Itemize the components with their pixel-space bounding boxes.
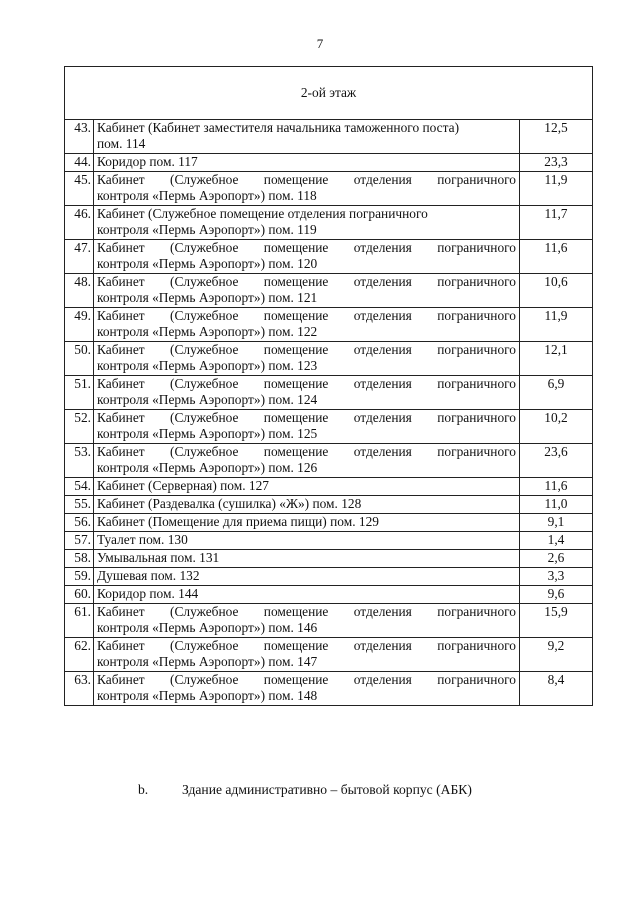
floor-heading: 2-ой этаж [65, 67, 593, 120]
room-description [94, 274, 520, 308]
table-row [65, 154, 593, 172]
description-line: контроля «Пермь Аэропорт») пом. 125 [97, 426, 318, 441]
table-row [65, 586, 593, 604]
room-description [94, 496, 520, 514]
rooms-table [64, 66, 593, 706]
room-area: 12,1 [520, 342, 593, 376]
table-row [65, 342, 593, 376]
room-description [94, 120, 520, 154]
description-line: пом. 114 [97, 136, 146, 151]
description-line: Туалет пом. 130 [97, 532, 188, 547]
room-area: 11,6 [520, 240, 593, 274]
description-line: Кабинет (Раздевалка (сушилка) «Ж») пом. 128 [97, 496, 362, 511]
row-number: 45. [65, 172, 94, 206]
table-row [65, 376, 593, 410]
description-line: Коридор пом. 144 [97, 586, 199, 601]
row-number: 53. [65, 444, 94, 478]
description-line: Кабинет (Служебное помещение отделения пограничного [97, 274, 516, 289]
table-row [65, 206, 593, 240]
description-line: Кабинет (Служебное помещение отделения пограничного [97, 444, 516, 459]
row-number: 57. [65, 532, 94, 550]
row-number: 52. [65, 410, 94, 444]
row-number: 54. [65, 478, 94, 496]
description-line: Кабинет (Служебное помещение отделения пограничного [97, 638, 516, 653]
row-number: 44. [65, 154, 94, 172]
room-area: 11,6 [520, 478, 593, 496]
description-line: контроля «Пермь Аэропорт») пом. 148 [97, 688, 318, 703]
row-number: 60. [65, 586, 94, 604]
table-row [65, 120, 593, 154]
row-number: 63. [65, 672, 94, 706]
row-number: 62. [65, 638, 94, 672]
room-description [94, 550, 520, 568]
room-area: 23,3 [520, 154, 593, 172]
room-description [94, 172, 520, 206]
room-area: 23,6 [520, 444, 593, 478]
floor-heading-row [65, 67, 593, 120]
description-line: Душевая пом. 132 [97, 568, 200, 583]
row-number: 55. [65, 496, 94, 514]
description-line: Кабинет (Помещение для приема пищи) пом. 129 [97, 514, 379, 529]
room-description [94, 444, 520, 478]
room-description [94, 586, 520, 604]
description-line: контроля «Пермь Аэропорт») пом. 126 [97, 460, 318, 475]
row-number: 47. [65, 240, 94, 274]
row-number: 48. [65, 274, 94, 308]
room-area: 11,9 [520, 172, 593, 206]
table-row [65, 568, 593, 586]
room-area: 3,3 [520, 568, 593, 586]
description-line: контроля «Пермь Аэропорт») пом. 119 [97, 222, 317, 237]
room-area: 8,4 [520, 672, 593, 706]
description-line: Кабинет (Кабинет заместителя начальника таможенного поста) [97, 120, 460, 135]
room-description [94, 342, 520, 376]
row-number: 49. [65, 308, 94, 342]
room-area: 11,0 [520, 496, 593, 514]
table-row [65, 444, 593, 478]
room-description [94, 604, 520, 638]
row-number: 58. [65, 550, 94, 568]
table-row [65, 240, 593, 274]
room-area: 1,4 [520, 532, 593, 550]
room-description [94, 410, 520, 444]
room-description [94, 478, 520, 496]
room-area: 11,9 [520, 308, 593, 342]
table-row [65, 638, 593, 672]
description-line: Кабинет (Служебное помещение отделения пограничного [97, 308, 516, 323]
table-row [65, 604, 593, 638]
table-row [65, 672, 593, 706]
page-number: 7 [316, 36, 324, 51]
room-area: 15,9 [520, 604, 593, 638]
description-line: Кабинет (Серверная) пом. 127 [97, 478, 269, 493]
description-line: Кабинет (Служебное помещение отделения пограничного [97, 240, 516, 255]
description-line: контроля «Пермь Аэропорт») пом. 118 [97, 188, 317, 203]
section-heading [138, 782, 472, 798]
room-description [94, 638, 520, 672]
table-row [65, 172, 593, 206]
room-description [94, 672, 520, 706]
room-description [94, 206, 520, 240]
description-line: Кабинет (Служебное помещение отделения пограничного [97, 604, 516, 619]
room-area: 11,7 [520, 206, 593, 240]
table-row [65, 410, 593, 444]
room-description [94, 154, 520, 172]
description-line: Коридор пом. 117 [97, 154, 198, 169]
description-line: Кабинет (Служебное помещение отделения пограничного [97, 410, 516, 425]
description-line: контроля «Пермь Аэропорт») пом. 146 [97, 620, 318, 635]
room-area: 9,6 [520, 586, 593, 604]
room-description [94, 376, 520, 410]
description-line: Кабинет (Служебное помещение отделения пограничного [97, 172, 516, 187]
table-row [65, 308, 593, 342]
room-description [94, 568, 520, 586]
description-line: контроля «Пермь Аэропорт») пом. 122 [97, 324, 318, 339]
description-line: контроля «Пермь Аэропорт») пом. 121 [97, 290, 318, 305]
description-line: контроля «Пермь Аэропорт») пом. 147 [97, 654, 318, 669]
table-row [65, 274, 593, 308]
description-line: Кабинет (Служебное помещение отделения пограничного [97, 342, 516, 357]
room-area: 9,2 [520, 638, 593, 672]
room-area: 6,9 [520, 376, 593, 410]
room-area: 10,2 [520, 410, 593, 444]
room-description [94, 240, 520, 274]
room-description [94, 308, 520, 342]
section-marker: b. [138, 782, 149, 797]
description-line: контроля «Пермь Аэропорт») пом. 120 [97, 256, 318, 271]
row-number: 50. [65, 342, 94, 376]
description-line: контроля «Пермь Аэропорт») пом. 124 [97, 392, 318, 407]
table-row [65, 478, 593, 496]
room-area: 12,5 [520, 120, 593, 154]
description-line: Умывальная пом. 131 [97, 550, 220, 565]
table-row [65, 550, 593, 568]
room-area: 9,1 [520, 514, 593, 532]
room-description [94, 514, 520, 532]
table-row [65, 532, 593, 550]
description-line: Кабинет (Служебное помещение отделения пограничного [97, 376, 516, 391]
description-line: контроля «Пермь Аэропорт») пом. 123 [97, 358, 318, 373]
row-number: 59. [65, 568, 94, 586]
row-number: 46. [65, 206, 94, 240]
table-row [65, 496, 593, 514]
row-number: 61. [65, 604, 94, 638]
room-area: 10,6 [520, 274, 593, 308]
table-row [65, 514, 593, 532]
room-description [94, 532, 520, 550]
room-area: 2,6 [520, 550, 593, 568]
section-title: Здание административно – бытовой корпус (АБК) [182, 782, 472, 797]
row-number: 43. [65, 120, 94, 154]
description-line: Кабинет (Служебное помещение отделения пограничного [97, 206, 428, 221]
description-line: Кабинет (Служебное помещение отделения пограничного [97, 672, 516, 687]
row-number: 51. [65, 376, 94, 410]
row-number: 56. [65, 514, 94, 532]
